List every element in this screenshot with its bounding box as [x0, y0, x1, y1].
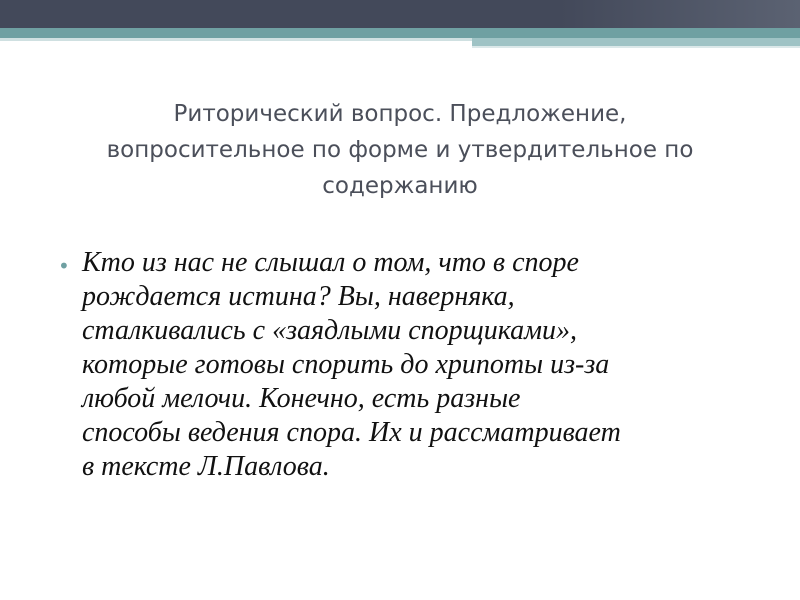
- body-line: в тексте Л.Павлова.: [82, 451, 330, 482]
- accent-line-right: [472, 38, 800, 46]
- body-line: Кто из нас не слышал о том, что в споре: [82, 247, 579, 278]
- bullet-text: [82, 246, 758, 484]
- bullet-icon: •: [58, 254, 70, 278]
- body-line: рождается истина? Вы, наверняка,: [82, 281, 515, 312]
- title-line: вопросительное по форме и утвердительное по: [106, 137, 694, 163]
- body-line: способы ведения спора. Их и рассматривает: [82, 417, 621, 448]
- title-line: содержанию: [322, 173, 478, 199]
- title-line: Риторический вопрос. Предложение,: [173, 101, 627, 127]
- slide-title: [40, 96, 760, 204]
- header-band-fade: [560, 0, 800, 28]
- accent-bar: [0, 28, 800, 38]
- accent-line-left: [0, 38, 472, 41]
- body-line: любой мелочи. Конечно, есть разные: [82, 383, 521, 414]
- accent-line-right-thin: [472, 46, 800, 48]
- body-line: сталкивались с «заядлыми спорщиками»,: [82, 315, 578, 346]
- body-line: которые готовы спорить до хрипоты из-за: [82, 349, 610, 380]
